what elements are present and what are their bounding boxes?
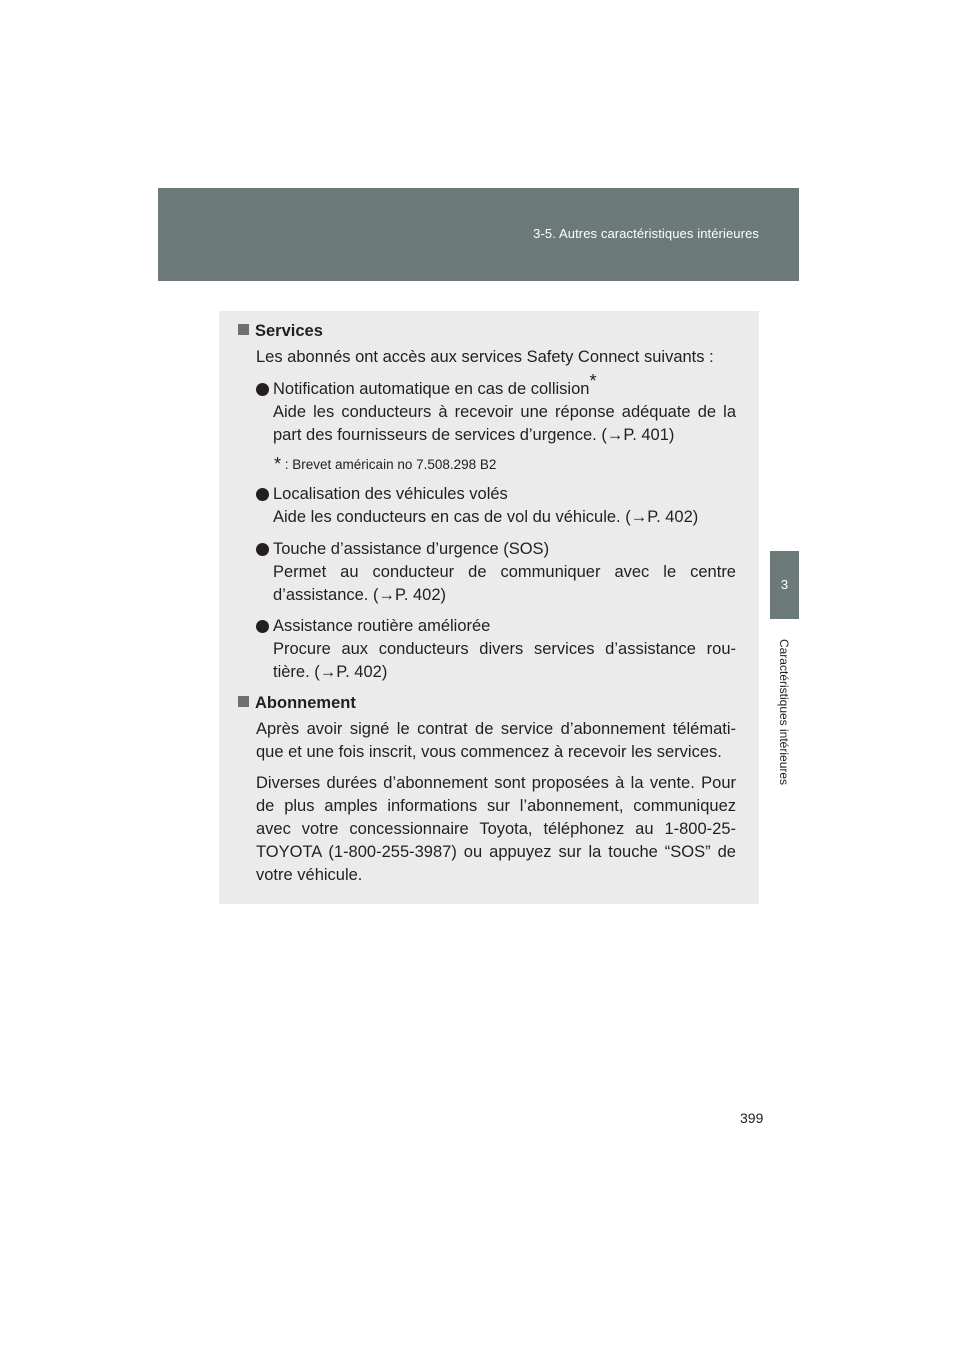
- bullet-icon: [256, 488, 269, 501]
- subscription-heading: Abonnement: [238, 692, 356, 715]
- service-title: Localisation des véhicules volés: [273, 485, 508, 503]
- footnote-text: : Brevet américain no 7.508.298 B2: [284, 457, 497, 472]
- service-desc: Procure aux conducteurs divers services d’assistance rou-tière. (→P. 402): [273, 640, 736, 681]
- square-bullet-icon: [238, 324, 249, 335]
- service-item-stolen-vehicle: [256, 483, 736, 529]
- footnote-star: *: [274, 454, 282, 474]
- section-title: 3-5. Autres caractéristiques intérieures: [533, 226, 759, 241]
- services-heading: Services: [238, 320, 323, 343]
- subscription-paragraph-2: Diverses durées d’abonnement sont proposées à la vente. Pour de plus amples informations sur l’abonnement, communiquez avec votre concessionnaire Toyota, téléphonez au 1-800-25-TOYOTA (1-800-255-3987) ou appuyez sur la touche “SOS” de votre véhicule.: [256, 774, 736, 884]
- service-desc: Aide les conducteurs à recevoir une réponse adéquate de la part des fournisseurs de services d’urgence. (→P. 401): [273, 403, 736, 444]
- chapter-number: 3: [780, 577, 789, 592]
- subscription-paragraph-1: Après avoir signé le contrat de service d’abonnement télémati-que et une fois inscrit, vous commencez à recevoir les services.: [256, 720, 736, 761]
- service-desc: Permet au conducteur de communiquer avec le centre d’assistance. (→P. 402): [273, 563, 736, 604]
- service-item-roadside: [256, 615, 736, 684]
- services-intro: Les abonnés ont accès aux services Safety Connect suivants :: [256, 348, 714, 366]
- service-title: Touche d’assistance d’urgence (SOS): [273, 540, 550, 558]
- footnote-marker: *: [589, 371, 597, 391]
- service-title: Notification automatique en cas de collision: [273, 380, 590, 398]
- service-desc: Aide les conducteurs en cas de vol du véhicule. (→P. 402): [273, 508, 699, 526]
- chapter-tab: [770, 551, 799, 619]
- bullet-icon: [256, 383, 269, 396]
- content-box: [219, 311, 759, 904]
- service-title: Assistance routière améliorée: [273, 617, 491, 635]
- chapter-label: Caractéristiques intérieures: [777, 638, 791, 786]
- bullet-icon: [256, 620, 269, 633]
- square-bullet-icon: [238, 696, 249, 707]
- page-number: 399: [740, 1110, 764, 1126]
- service-item-sos: [256, 538, 736, 607]
- bullet-icon: [256, 543, 269, 556]
- header-band: [158, 188, 799, 281]
- service-item-collision: [256, 371, 736, 447]
- footnote: [274, 454, 496, 475]
